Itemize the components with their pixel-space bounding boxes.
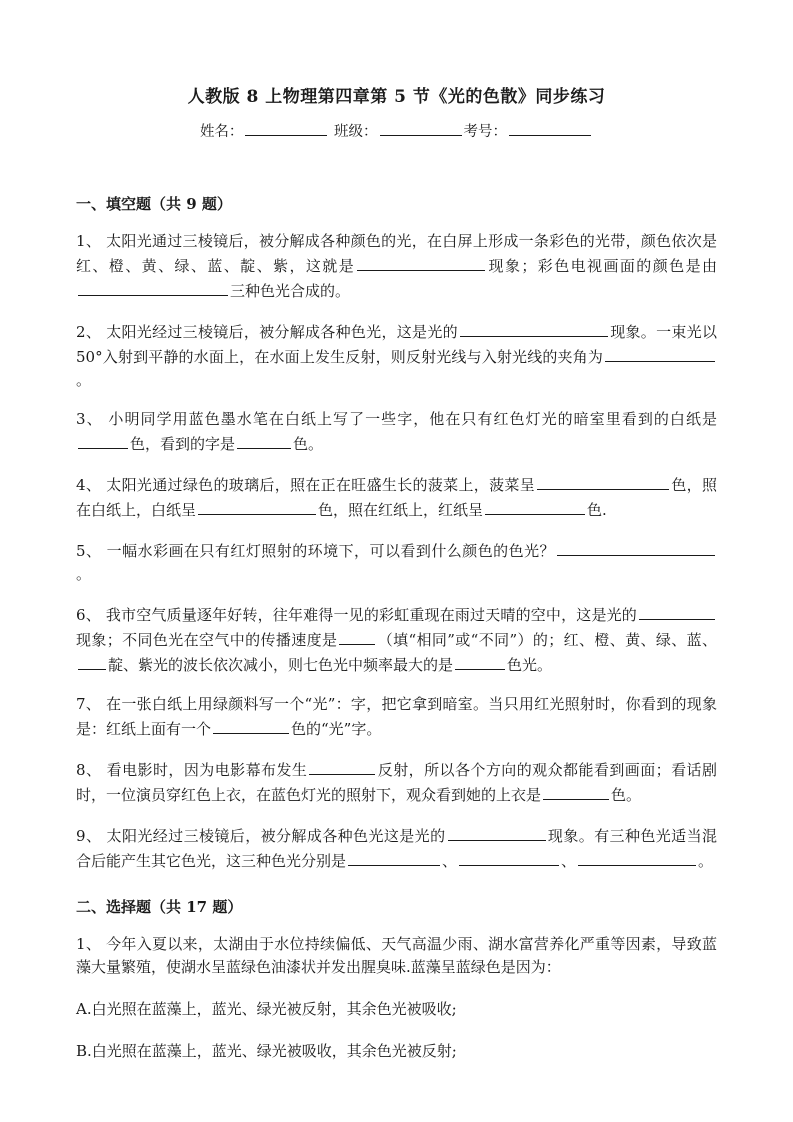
question-text: 2、 太阳光经过三棱镜后，被分解成各种色光，这是光的 (76, 323, 458, 341)
question-text: 5、 一幅水彩画在只有红灯照射的环境下，可以看到什么颜色的色光？ (76, 542, 555, 560)
question-1 (76, 230, 717, 303)
question-text: 、 (561, 852, 577, 870)
question-text: 色，照在红纸上，红纸呈 (318, 501, 484, 519)
question-text: 色，照在白纸上，白纸呈 (76, 476, 717, 519)
answer-blank[interactable] (639, 602, 715, 620)
question-text: 3、 小明同学用蓝色墨水笔在白纸上写了一些字，他在只有红色灯光的暗室里看到的白纸是 (76, 410, 717, 428)
question-text: 色。 (611, 786, 642, 804)
question-text: 色光。 (507, 656, 553, 674)
option-a[interactable]: A.白光照在蓝藻上，蓝光、绿光被反射，其余色光被吸收; (76, 1000, 457, 1018)
option-b[interactable]: B.白光照在蓝藻上，蓝光、绿光被吸收，其余色光被反射; (76, 1042, 457, 1060)
question-text: 8、 看电影时，因为电影幕布发生 (76, 761, 308, 779)
question-text: 色，看到的字是 (130, 435, 236, 453)
answer-blank[interactable] (543, 782, 609, 800)
question-2 (76, 319, 717, 392)
answer-blank[interactable] (309, 757, 375, 775)
answer-blank[interactable] (605, 344, 715, 362)
question-text: 现象。有三种色光适当混合后能产生其它色光，这三种色光分别是 (76, 827, 717, 870)
answer-blank[interactable] (78, 431, 128, 449)
answer-blank[interactable] (455, 652, 505, 670)
question-text: 现象；彩色电视画面的颜色是由 (487, 257, 717, 275)
answer-blank[interactable] (485, 497, 585, 515)
question-text: 。 (76, 565, 92, 583)
exam-number-blank[interactable] (509, 118, 591, 136)
question-text: 色. (587, 501, 607, 519)
question-text: 9、 太阳光经过三棱镜后，被分解成各种色光这是光的 (76, 827, 446, 845)
answer-blank[interactable] (460, 319, 608, 337)
answer-blank[interactable] (459, 848, 559, 866)
question-5 (76, 538, 717, 586)
answer-blank[interactable] (78, 278, 228, 296)
question-text: 7、 在一张白纸上用绿颜料写一个“光”：字，把它拿到暗室。当只用红光照射时，你看到的现象是：红纸上面有一个 (76, 695, 717, 738)
question-text: 。 (76, 371, 92, 389)
question-3 (76, 408, 717, 456)
answer-blank[interactable] (78, 652, 106, 670)
choice-question-1: 1、 今年入夏以来，太湖由于水位持续偏低、天气高温少雨、湖水富营养化严重等因素，导致蓝藻大量繁殖，使湖水呈蓝绿色油漆状并发出腥臭味.蓝藻呈蓝绿色是因为： (76, 935, 717, 976)
question-text: 6、 我市空气质量逐年好转，往年难得一见的彩虹重现在雨过天晴的空中，这是光的 (76, 606, 637, 624)
answer-blank[interactable] (557, 538, 715, 556)
question-text: 现象；不同色光在空气中的传播速度是 (76, 631, 338, 649)
name-blank[interactable] (245, 118, 327, 136)
worksheet-title: 人教版 8 上物理第四章第 5 节《光的色散》同步练习 (187, 87, 606, 107)
question-text: 三种色光合成的。 (230, 282, 351, 300)
question-text: 现象。一束光以 50°入射到平静的水面上，在水面上发生反射，则反射光线与入射光线的夹角为 (76, 323, 717, 366)
question-6 (76, 602, 717, 677)
answer-blank[interactable] (578, 848, 696, 866)
student-info-line (76, 118, 717, 142)
question-4 (76, 472, 717, 522)
exam-number-label: 考号： (463, 124, 508, 140)
question-text: 1、 太阳光通过三棱镜后，被分解成各种颜色的光，在白屏上形成一条彩色的光带，颜色依次是红、橙、黄、绿、蓝、靛、紫，这就是 (76, 232, 717, 275)
question-7 (76, 693, 717, 741)
class-blank[interactable] (380, 118, 462, 136)
question-text: 。 (698, 852, 714, 870)
question-9 (76, 823, 717, 873)
answer-blank[interactable] (237, 431, 291, 449)
answer-blank[interactable] (339, 627, 375, 645)
answer-blank[interactable] (213, 716, 289, 734)
name-label: 姓名： (199, 124, 244, 140)
section-heading-multiple-choice: 二、选择题（共 17 题） (76, 898, 243, 916)
answer-blank[interactable] (198, 497, 316, 515)
question-text: 色。 (293, 435, 324, 453)
question-8 (76, 757, 717, 807)
question-text: 色的“光”字。 (291, 720, 382, 738)
question-text: （填“相同”或“不同”）的；红、橙、黄、绿、蓝、 (377, 631, 717, 649)
question-text: 4、 太阳光通过绿色的玻璃后，照在正在旺盛生长的菠菜上，菠菜呈 (76, 476, 536, 494)
answer-blank[interactable] (357, 253, 485, 271)
answer-blank[interactable] (348, 848, 440, 866)
question-text: 、 (442, 852, 458, 870)
question-text: 反射，所以各个方向的观众都能看到画面；看话剧时，一位演员穿红色上衣，在蓝色灯光的照射下，观众看到她的上衣是 (76, 761, 717, 804)
answer-blank[interactable] (448, 823, 546, 841)
class-label: 班级： (334, 124, 378, 140)
question-text: 靛、紫光的波长依次减小，则七色光中频率最大的是 (108, 656, 454, 674)
answer-blank[interactable] (537, 472, 669, 490)
section-heading-fill-in: 一、填空题（共 9 题） (76, 195, 232, 213)
